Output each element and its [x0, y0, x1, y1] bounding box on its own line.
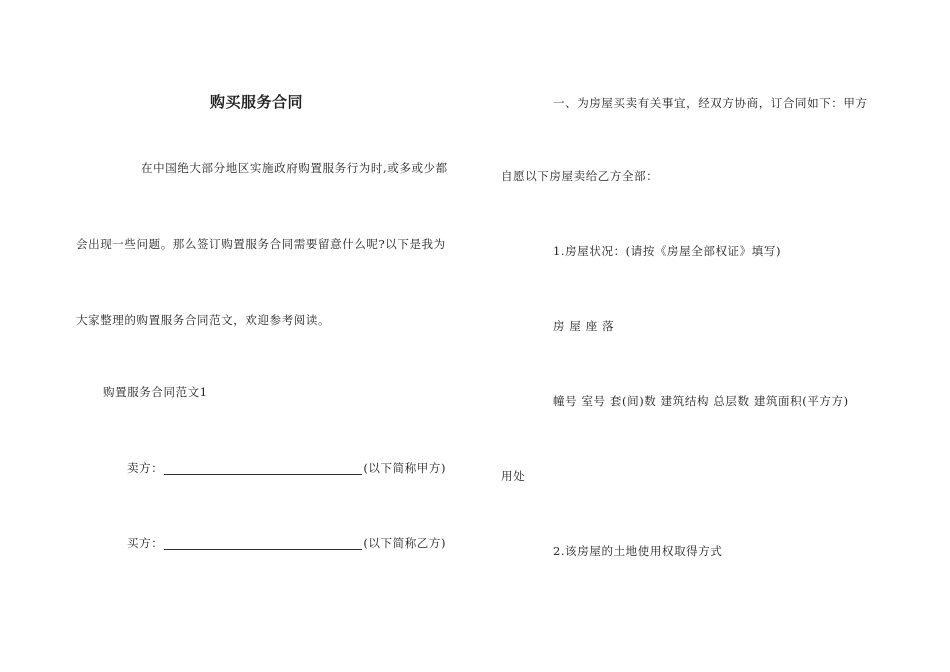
- house-location-label: 房 屋 座 落: [553, 319, 615, 333]
- buyer-blank: [164, 537, 362, 550]
- sample-heading: 购置服务合同范文1: [103, 385, 208, 399]
- buyer-label: 买方：: [127, 536, 164, 550]
- seller-suffix: (以下简称甲方): [363, 461, 447, 475]
- seller-line: [127, 460, 446, 476]
- buyer-line: [127, 535, 446, 551]
- intro-paragraph-line-1: 在中国绝大部分地区实施政府购置服务行为时,或多或少都: [141, 161, 448, 175]
- seller-blank: [164, 462, 362, 475]
- seller-label: 卖方：: [127, 461, 164, 475]
- intro-paragraph-line-2: 会出现一些问题。那么签订购置服务合同需要留意什么呢?以下是我为: [76, 237, 446, 251]
- buyer-suffix: (以下简称乙方): [363, 536, 447, 550]
- item-2-land-use: 2.该房屋的土地使用权取得方式: [553, 544, 723, 558]
- document-title: 购买服务合同: [210, 93, 304, 111]
- house-fields-line: 幢号 室号 套(间)数 建筑结构 总层数 建筑面积(平方方): [553, 394, 849, 408]
- intro-paragraph-line-3: 大家整理的购置服务合同范文，欢迎参考阅读。: [76, 313, 331, 327]
- usage-label: 用处: [501, 469, 526, 483]
- clause-1-line-1: 一、为房屋买卖有关事宜，经双方协商，订合同如下：甲方: [553, 96, 868, 110]
- clause-1-line-2: 自愿以下房屋卖给乙方全部：: [501, 169, 659, 183]
- item-1-house-status: 1.房屋状况：(请按《房屋全部权证》填写): [553, 244, 782, 258]
